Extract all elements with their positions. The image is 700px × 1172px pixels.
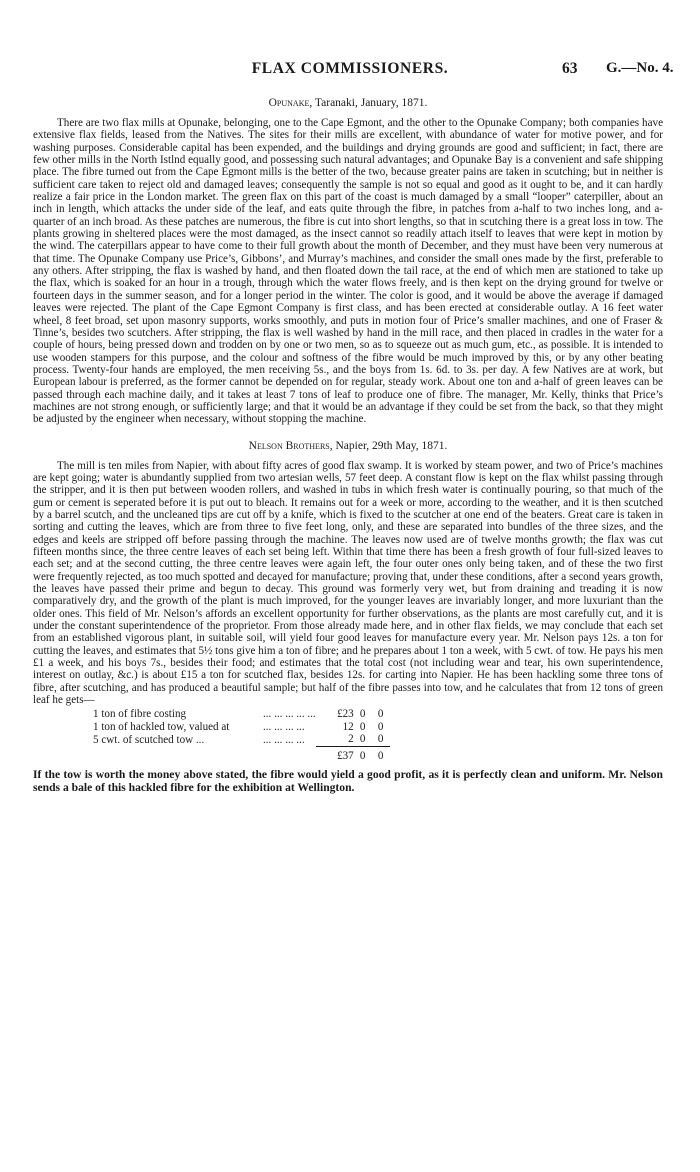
leader-dots: ... ... ... ... ... (263, 708, 316, 721)
closing-paragraph: If the tow is worth the money above stated, the fibre would yield a good profit, as it is perfectly clean and uniform. Mr. Nelson sends a bale of this hackled fibre for the exhibition at Wellington. (33, 768, 663, 795)
heading-place: Opunake (268, 97, 310, 109)
page-number: 63 (562, 60, 578, 77)
cost-row (93, 721, 390, 733)
cost-item: 1 ton of fibre costing (93, 708, 187, 721)
leader-dots: ... ... ... ... (263, 720, 305, 733)
cost-item: 1 ton of hackled tow, valued at (93, 720, 230, 733)
running-title: FLAX COMMISSIONERS. (251, 60, 449, 77)
cost-pence: 0 (377, 708, 384, 721)
cost-pounds: 2 (316, 733, 354, 746)
cost-total-row (93, 746, 390, 762)
cost-shillings: 0 (354, 733, 372, 746)
opunake-paragraph: There are two flax mills at Opunake, belonging, one to the Cape Egmont, and the other to the Opunake Company; both companies have extensive flax fields, leased from the Natives. The sites for their mills are excellent, with abundance of water for motive power, and for washing purposes. Considerable capital has been expended, and the buildings and drying grounds are good and sufficient; in fact, there are few other mills in the North Istlnd equally good, and possessing such natural advantages; and Opunake Bay is a convenient and safe shipping place. The fibre turned out from the Cape Egmont mills is the better of the two, because greater pains are taken in scutching; but in neither is sufficient care taken to reject old and damaged leaves; consequently the sample is not so equal and good as it ought to be, and it can hardly realize a fair price in the London market. The green flax on this part of the coast is much damaged by a small “looper” caterpiller, about an inch in length, which attacks the under side of the leaf, and eats quite through the fibre, in patches from a-half to two inches long, and a-quarter of an inch broad. As these patches are numerous, the fibre is cut into short lengths, so that in scutching there is a great loss in tow. The plants growing in sheltered places were the most damaged, as the insect cannot so readily attach itself to leaves that were kept in motion by the wind. The caterpillars appear to have come to their full growth about the month of December, and they must have been very numerous at that time. The Opunake Company use Price’s, Gibbons’, and Murray’s machines, and consider the small ones made by the first, preferable to any others. After stripping, the flax is washed by hand, and then floated down the tail race, at the end of which men are stationed to take up the flax, which is soaked for an hour in a trough, through which the water flows freely, and is then kept on the drying ground for twelve or fourteen days in the summer season, and for a longer period in the winter. The color is good, and it would be above the average if damaged leaves were rejected. The plant of the Cape Egmont Company is first class, and has been erected at considerable outlay. A 16 feet water wheel, 8 feet broad, set upon masonry supports, works smoothly, and puts in motion four of Price’s smaller machines, and one of Fraser & Tinne’s, besides two scutchers. After stripping, the flax is well washed by hand in the mill race, and then placed in cradles in the water for a couple of hours, being pressed down and trodden on by one or two men, so as to squeeze out as much gum, etc., as possible. It is intended to use wooden stampers for this purpose, and the colour and softness of the fibre would be much improved by this, or by any other beating process. Twenty-four hands are employed, the men receiving 5s., and the boys from 1s. 6d. to 3s. per day. A few Natives are at work, but European labour is preferred, as the former cannot be depended on for regular, steady work. About one ton and a-half of green leaves can be passed through each machine daily, and it takes at least 7 tons of leaf to produce one of fibre. The manager, Mr. Kelly, thinks that Price’s machines are not strong enough, or sufficiently large; and that it would be an advantage if they could be set from the back, so that they might be adjusted by the engineer when necessary, without stopping the machine. (33, 117, 663, 426)
total-pounds: £37 (337, 749, 354, 762)
cost-row (93, 708, 390, 720)
page-body (33, 96, 663, 794)
document-reference: G.—No. 4. (606, 60, 674, 76)
total-shillings: 0 (359, 749, 366, 762)
cost-table (93, 708, 390, 762)
total-pence: 0 (377, 749, 384, 762)
heading-place: Nelson Brothers (248, 439, 330, 452)
cost-pence: 0 (377, 720, 384, 733)
page-header (0, 60, 700, 82)
cost-pounds: 12 (342, 720, 354, 733)
nelson-paragraph: The mill is ten miles from Napier, with about fifty acres of good flax swamp. It is worked by steam power, and two of Price’s machines are kept going; water is abundantly supplied from two artesian wells, 57 feet deep. A constant flow is kept on the flax whilst passing through the stripper, and it is then put between wooden rollers, and washed in tubs in which fresh water is continually pouring, so that much of the gum or cement is seperated before it is put out to bleach. It remains out for a week or more, according to the weather, and it is then scutched by a barrel scutch, and the uncleaned tips are cut off by a knife, which is fixed to the scutcher at one end of the beaters. Great care is taken in sorting and cutting the leaves, which are from three to five feet long, only, and these are separated into bundles of the three sizes, and the edges and keels are stripped off before passing through the machine. The leaves now used are of twelve months growth; the flax was cut fifteen months since, the three centre leaves of each set being left. Within that time there has been a fresh growth of four full-sized leaves to each set; and at the second cutting, the three centre leaves were again left, the four outer ones only being taken, and of these the two first were frequently rejected, as too much spotted and decayed for manufacture; proving that, under these conditions, after a second years growth, the leaves have passed their prime and begun to decay. This ground was formerly very wet, but from draining and treading it is now comparatively dry, and the growth of the plant is much improved, for the younger leaves are invariably longer, and more luxuriant than the older ones. This field of Mr. Nelson’s affords an excellent opportunity for further observations, as the plants are most carefully cut, and it is under the constant superintendence of the proprietor. From those already made here, and in other flax fields, we may conclude that each set from an established vigorous plant, in suitable soil, will yield four good leaves for manufacture every year. Mr. Nelson pays 12s. a ton for cutting the leaves, and estimates that 5½ tons give him a ton of fibre; and he prepares about 1 ton a week, with 5 cwt. of tow. He pays his men £1 a week, and his boys 7s., besides their food; and estimates that the total cost (not including wear and tear, his own superintendence, interest on outlay, &c.) is about £15 a ton for scutched flax, besides 12s. for carting into Napier. He has been hackling some three tons of fibre, after scutching, and has produced a beautiful sample; but half of the fibre passes into tow, and he calculates that from 12 tons of green leaf he gets— (33, 459, 663, 707)
section-heading-nelson (33, 439, 663, 453)
heading-details: , Taranaki, January, 1871. (309, 97, 428, 109)
cost-shillings: 0 (359, 720, 366, 733)
heading-details: , Napier, 29th May, 1871. (329, 439, 448, 452)
leader-dots: ... ... ... ... (263, 733, 305, 746)
cost-pounds: £23 (337, 708, 354, 721)
section-heading-opunake (33, 96, 663, 110)
cost-row (93, 733, 390, 746)
cost-shillings: 0 (359, 708, 366, 721)
cost-pence: 0 (372, 733, 390, 746)
cost-item: 5 cwt. of scutched tow ... (93, 733, 205, 746)
